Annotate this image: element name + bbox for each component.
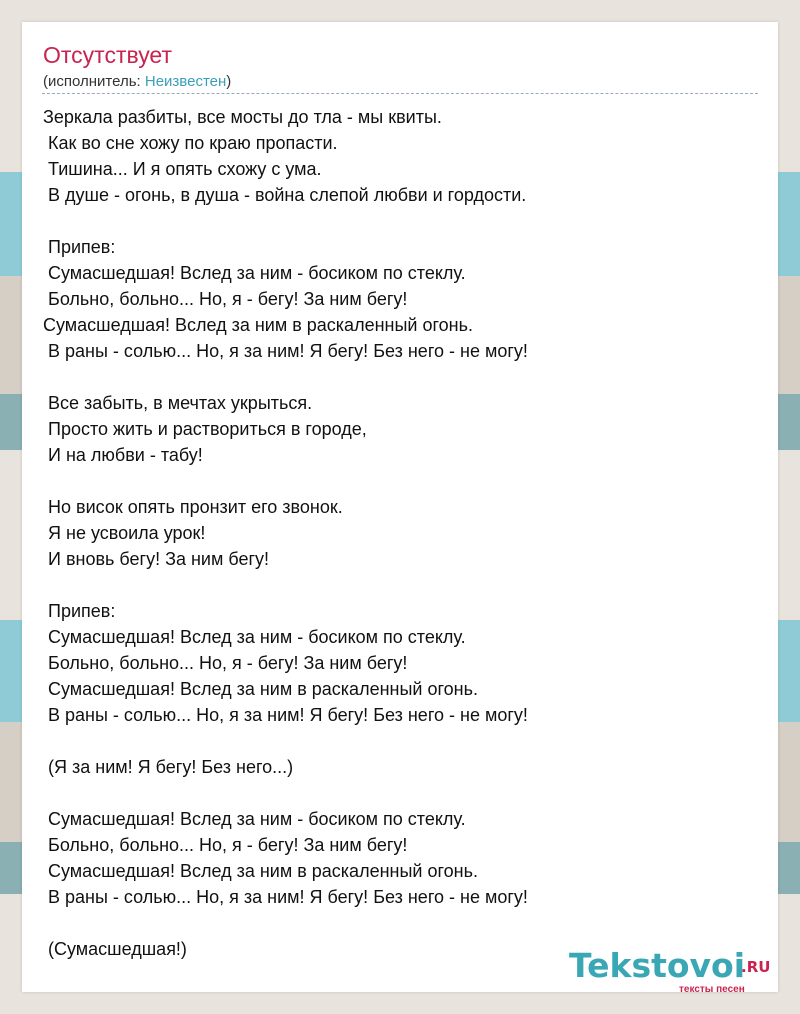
lyric-line: Но висок опять пронзит его звонок. bbox=[43, 497, 343, 517]
lyric-line bbox=[43, 780, 758, 806]
lyric-line: В душе - огонь, в душа - война слепой любви и гордости. bbox=[43, 185, 527, 205]
lyric-line: Сумасшедшая! Вслед за ним - босиком по стеклу. bbox=[43, 627, 466, 647]
lyric-line: И на любви - табу! bbox=[43, 445, 203, 465]
lyric-line: В раны - солью... Но, я за ним! Я бегу! Без него - не могу! bbox=[43, 705, 528, 725]
lyric-line: Припев: bbox=[43, 601, 116, 621]
lyric-line: В раны - солью... Но, я за ним! Я бегу! Без него - не могу! bbox=[43, 887, 528, 907]
logo-tagline: тексты песен bbox=[679, 984, 745, 995]
lyric-line: Больно, больно... Но, я - бегу! За ним бегу! bbox=[43, 835, 408, 855]
artist-line bbox=[43, 73, 231, 90]
lyric-line bbox=[43, 572, 758, 598]
divider bbox=[42, 93, 758, 94]
lyric-line bbox=[43, 468, 758, 494]
lyric-line: Сумасшедшая! Вслед за ним в раскаленный огонь. bbox=[43, 315, 473, 335]
lyric-line: Зеркала разбиты, все мосты до тла - мы квиты. bbox=[43, 107, 442, 127]
lyric-line: Сумасшедшая! Вслед за ним в раскаленный огонь. bbox=[43, 679, 478, 699]
lyric-line: Все забыть, в мечтах укрыться. bbox=[43, 393, 313, 413]
lyric-line: И вновь бегу! За ним бегу! bbox=[43, 549, 270, 569]
lyric-line bbox=[43, 728, 758, 754]
lyric-line: Сумасшедшая! Вслед за ним в раскаленный огонь. bbox=[43, 861, 478, 881]
site-logo[interactable] bbox=[569, 946, 779, 996]
artist-prefix: (исполнитель: bbox=[43, 73, 145, 90]
lyric-line bbox=[43, 364, 758, 390]
lyrics-card bbox=[22, 22, 778, 995]
artist-suffix: ) bbox=[226, 73, 232, 90]
lyric-line: Я не усвоила урок! bbox=[43, 523, 206, 543]
lyric-line: Сумасшедшая! Вслед за ним - босиком по стеклу. bbox=[43, 263, 466, 283]
logo-tld: .RU bbox=[741, 958, 771, 976]
lyric-line: Больно, больно... Но, я - бегу! За ним бегу! bbox=[43, 653, 408, 673]
lyric-line: (Я за ним! Я бегу! Без него...) bbox=[43, 757, 294, 777]
lyric-line: (Сумасшедшая!) bbox=[43, 939, 187, 959]
lyric-line: Как во сне хожу по краю пропасти. bbox=[43, 133, 338, 153]
lyric-line: Больно, больно... Но, я - бегу! За ним бегу! bbox=[43, 289, 408, 309]
lyric-line bbox=[43, 910, 758, 936]
lyric-line: Припев: bbox=[43, 237, 116, 257]
lyric-line: Сумасшедшая! Вслед за ним - босиком по стеклу. bbox=[43, 809, 466, 829]
artist-link[interactable]: Неизвестен bbox=[144, 73, 227, 90]
song-title: Отсутствует bbox=[43, 42, 172, 68]
logo-name: Tekstovoi bbox=[569, 946, 746, 985]
lyrics-body bbox=[43, 104, 758, 962]
lyric-line: В раны - солью... Но, я за ним! Я бегу! Без него - не могу! bbox=[43, 341, 528, 361]
lyric-line: Просто жить и раствориться в городе, bbox=[43, 419, 367, 439]
lyric-line bbox=[43, 208, 758, 234]
lyric-line: Тишина... И я опять схожу с ума. bbox=[43, 159, 322, 179]
